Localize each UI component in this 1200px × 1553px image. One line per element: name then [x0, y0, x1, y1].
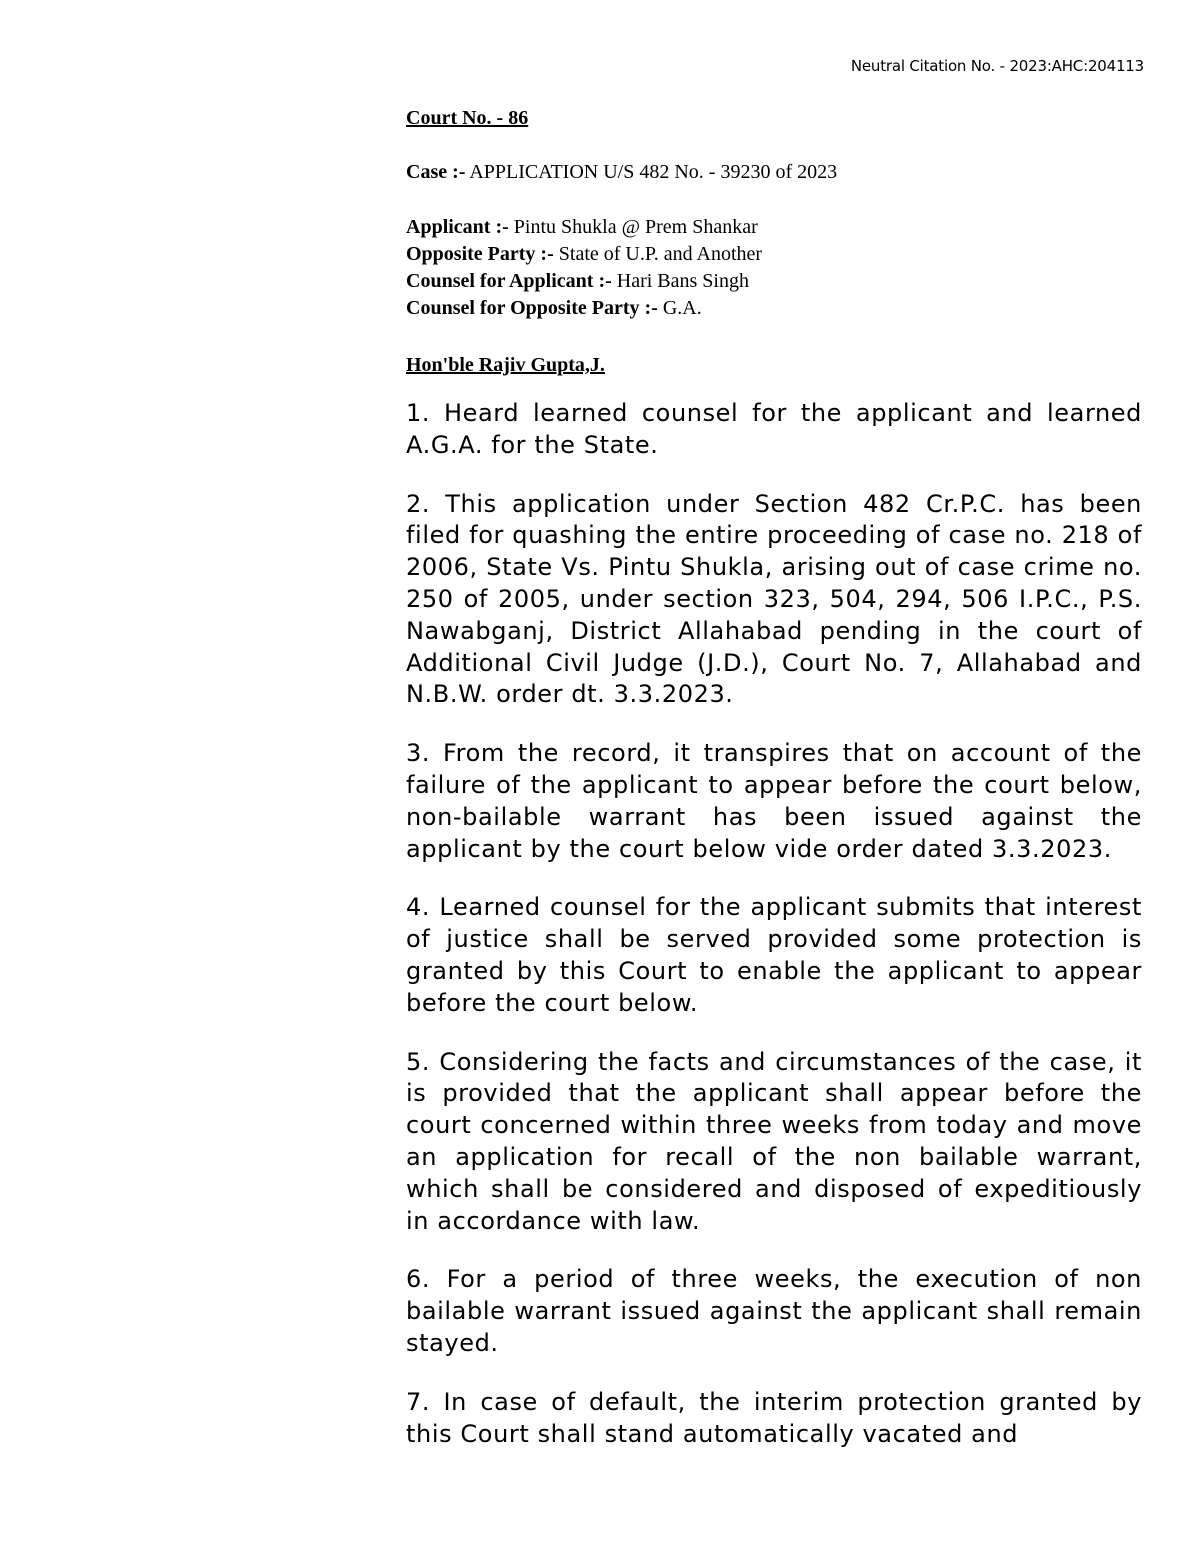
opposite-party-row: [406, 241, 1142, 268]
paragraph-3: 3. From the record, it transpires that on account of the failure of the applicant to appear before the court below, non-bailable warrant has been issued against the applicant by the court below vide order dated 3.3.2023.: [406, 739, 1142, 863]
applicant-value: Pintu Shukla @ Prem Shankar: [508, 216, 758, 238]
opposite-party-value: State of U.P. and Another: [553, 243, 763, 265]
counsel-applicant-label: Counsel for Applicant :-: [406, 270, 612, 292]
case-value: APPLICATION U/S 482 No. - 39230 of 2023: [465, 161, 838, 183]
parties-block: [406, 214, 1142, 322]
document-body: [406, 104, 1142, 1477]
counsel-applicant-value: Hari Bans Singh: [611, 270, 749, 292]
paragraph-5: 5. Considering the facts and circumstances of the case, it is provided that the applicant shall appear before the court concerned within three weeks from today and move an application for recall of the non bailable warrant, which shall be considered and disposed of expeditiously in accordance with law.: [406, 1047, 1142, 1235]
paragraph-1: 1. Heard learned counsel for the applicant and learned A.G.A. for the State.: [406, 399, 1142, 459]
counsel-opposite-label: Counsel for Opposite Party :-: [406, 297, 658, 319]
neutral-citation: Neutral Citation No. - 2023:AHC:204113: [850, 57, 1144, 75]
court-number: Court No. - 86: [406, 107, 529, 129]
applicant-row: [406, 214, 1142, 241]
case-label: Case :-: [406, 161, 466, 183]
paragraph-2: 2. This application under Section 482 Cr.P.C. has been filed for quashing the entire proceeding of case no. 218 of 2006, State Vs. Pintu Shukla, arising out of case crime no. 250 of 2005, under section 323, 504, 294, 506 I.P.C., P.S. Nawabganj, District Allahabad pending in the court of Additional Civil Judge (J.D.), Court No. 7, Allahabad and N.B.W. order dt. 3.3.2023.: [406, 489, 1142, 709]
paragraph-4: 4. Learned counsel for the applicant submits that interest of justice shall be served provided some protection is granted by this Court to enable the applicant to appear before the court below.: [406, 893, 1142, 1017]
opposite-party-label: Opposite Party :-: [406, 243, 554, 265]
paragraph-7: 7. In case of default, the interim protection granted by this Court shall stand automatically vacated and: [406, 1387, 1142, 1448]
order-paragraphs: [406, 398, 1142, 1450]
paragraph-6: 6. For a period of three weeks, the execution of non bailable warrant issued against the applicant shall remain stayed.: [406, 1265, 1142, 1357]
counsel-opposite-row: [406, 295, 1142, 322]
counsel-opposite-value: G.A.: [657, 297, 702, 319]
judge-name: Hon'ble Rajiv Gupta,J.: [406, 354, 605, 376]
counsel-applicant-row: [406, 268, 1142, 295]
applicant-label: Applicant :-: [406, 216, 509, 238]
case-line: [406, 158, 1142, 186]
